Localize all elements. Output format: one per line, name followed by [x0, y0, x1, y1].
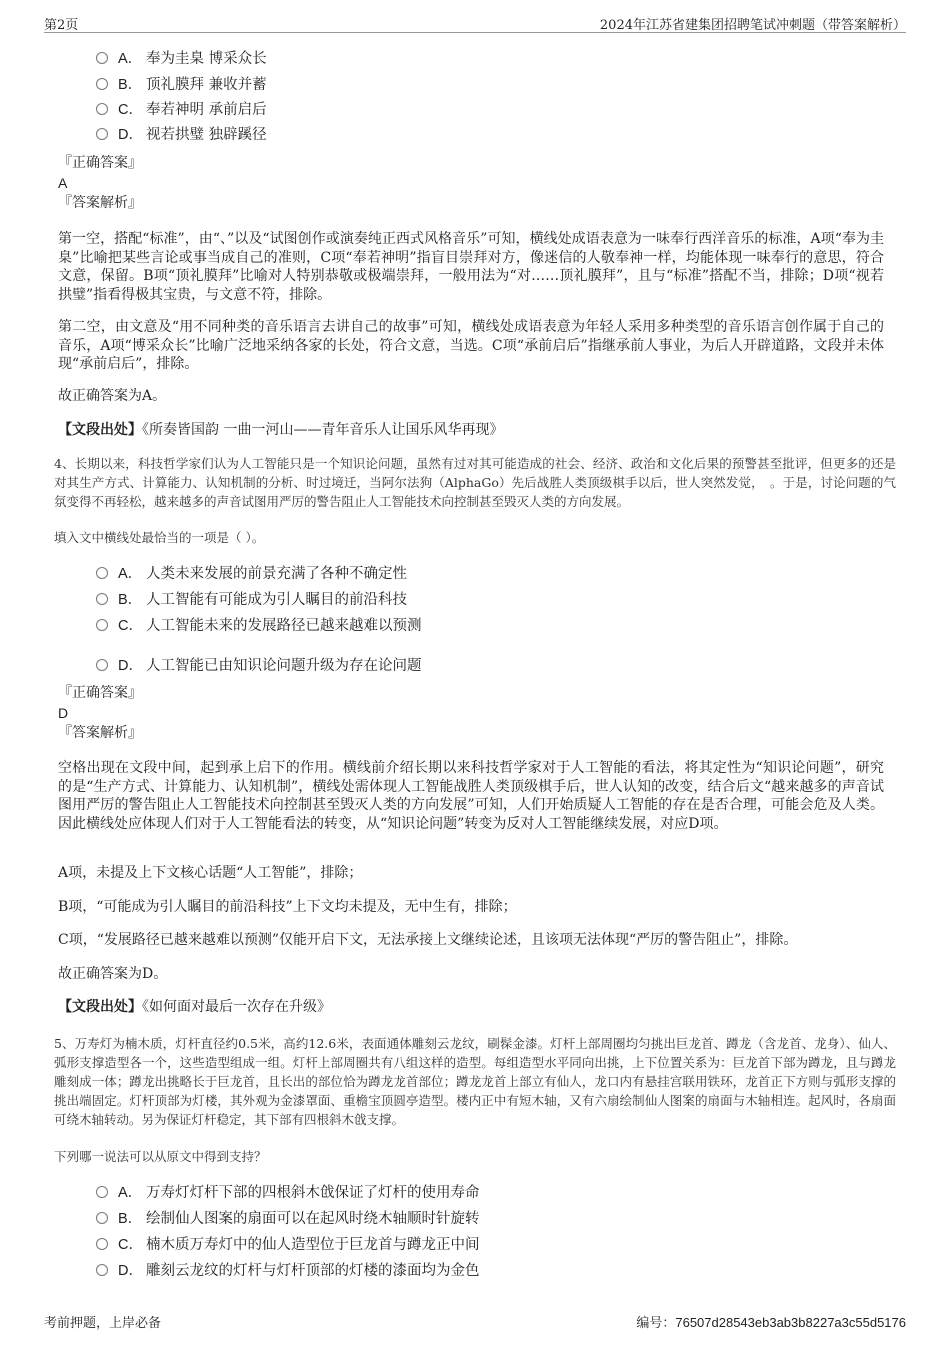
q3-option-c[interactable]: C． 奉若神明 承前启后 [96, 99, 267, 121]
radio-icon[interactable] [96, 52, 108, 64]
q4-prompt: 填入文中横线处最恰当的一项是（ ）。 [54, 530, 265, 545]
q4-correct-value: D [58, 705, 69, 721]
q3-correct-value: A [58, 175, 68, 191]
radio-icon[interactable] [96, 619, 108, 631]
q5-option-a[interactable]: A． 万寿灯灯杆下部的四根斜木戗保证了灯杆的使用寿命 [96, 1182, 480, 1204]
q3-analysis-paragraph-2: 第二空，由文意及“用不同种类的音乐语言去讲自己的故事”可知，横线处成语表意为年轻人采用多种类型的音乐语言创作属于自己的音乐，A项“博采众长”比喻广泛地采纳各家的长处，符合文意，当选。C项“承前启后”指继承前人事业，为后人开辟道路，文段并未体现“承前启后”，排除。 [58, 319, 884, 372]
q3-analysis-conclusion: 故正确答案为A。 [58, 388, 167, 404]
q4-source [58, 998, 331, 1017]
radio-icon[interactable] [96, 1264, 108, 1276]
page-header [44, 12, 906, 33]
footer-slogan: 考前押题，上岸必备 [44, 1316, 162, 1331]
q4-stem: 4、长期以来，科技哲学家们认为人工智能只是一个知识论问题，虽然有过对其可能造成的社会、经济、政治和文化后果的预警甚至批评，但更多的还是对其生产方式、计算能力、认知机制的分析、时过境迁，当阿尔法狗（AlphaGo）先后战胜人类顶级棋手以后，世人突然发觉， 。于是，讨论问题的气氛变得不再轻松，越来越多的声音试图用严厉的警告阻止人工智能技术向控制甚至毁灭人类的方向发展。 [54, 456, 896, 509]
q4-correct-label: 『正确答案』 [58, 685, 142, 701]
source-title: 《所奏皆国韵 一曲一河山——青年音乐人让国乐风华再现》 [142, 422, 504, 438]
q5-prompt: 下列哪一说法可以从原文中得到支持？ [54, 1149, 267, 1164]
radio-icon[interactable] [96, 103, 108, 115]
q5-stem: 5、万寿灯为楠木质，灯杆直径约0.5米，高约12.6米，表面通体雕刻云龙纹，刷髹金漆。灯杆上部周圈均匀挑出巨龙首、蹲龙（含龙首、龙身）、仙人、弧形支撑造型各一个，这些造型组成一组。灯杆上部周圈共有八组这样的造型。每组造型水平同向出挑，上下位置关系为：巨龙首下部为蹲龙，且与蹲龙雕刻成一体；蹲龙出挑略长于巨龙首，且长出的部位恰为蹲龙龙首部位；蹲龙龙首上部立有仙人，龙口内有悬挂宫联用铁环，龙首正下方则与弧形支撑的挑出端固定。灯杆顶部为灯楼，其外观为金漆罩面、重檐宝顶圆亭造型。楼内正中有短木轴，又有六扇绘制仙人图案的扇面与木轴相连。起风时，各扇面可绕木轴转动。另为保证灯杆稳定，其下部有四根斜木戗支撑。 [54, 1036, 896, 1127]
q3-correct-label: 『正确答案』 [58, 155, 142, 171]
q3-analysis-paragraph-1: 第一空，搭配“标准”，由“、”以及“试图创作或演奏纯正西式风格音乐”可知，横线处成语表意为一味奉行西洋音乐的标准，A项“奉为圭臬”比喻把某些言论或事当成自己的准则，C项“奉若神明”指盲目崇拜对方，像迷信的人敬奉神一样，均能体现一味奉行的意思，符合文意，保留。B项“顶礼膜拜”比喻对人特别恭敬或极端崇拜，一般用法为“对……顶礼膜拜”，且与“标准”搭配不当，排除；D项“视若拱璧”指看得极其宝贵，与文意不符，排除。 [58, 231, 884, 303]
q4-analysis-label: 『答案解析』 [58, 725, 142, 741]
q4-option-c[interactable]: C． 人工智能未来的发展路径已越来越难以预测 [96, 615, 422, 637]
q3-option-b[interactable]: B． 顶礼膜拜 兼收并蓄 [96, 74, 267, 96]
radio-icon[interactable] [96, 128, 108, 140]
radio-icon[interactable] [96, 1238, 108, 1250]
document-title: 2024年江苏省建集团招聘笔试冲刺题（带答案解析） [599, 18, 906, 33]
q4-analysis-paragraph-1: 空格出现在文段中间，起到承上启下的作用。横线前介绍长期以来科技哲学家对于人工智能的看法，将其定性为“知识论问题”，研究的是“生产方式、计算能力、认知机制”，横线处需体现人工智能战胜人类顶级棋手后，世人认知的改变，结合后文“越来越多的声音试图用严厉的警告阻止人工智能技术向控制甚至毁灭人类的方向发展”可知，人们开始质疑人工智能的存在是否合理，可能会危及人类。因此横线处应体现人们对于人工智能看法的转变，从“知识论问题”转变为反对人工智能继续发展，对应D项。 [58, 760, 884, 832]
q3-option-d[interactable]: D． 视若拱璧 独辟蹊径 [96, 124, 267, 146]
radio-icon[interactable] [96, 1212, 108, 1224]
radio-icon[interactable] [96, 567, 108, 579]
q4-option-d[interactable]: D． 人工智能已由知识论问题升级为存在论问题 [96, 655, 422, 677]
page-number: 第2页 [44, 18, 79, 33]
radio-icon[interactable] [96, 593, 108, 605]
q5-option-d[interactable]: D． 雕刻云龙纹的灯杆与灯杆顶部的灯楼的漆面均为金色 [96, 1260, 480, 1282]
q5-option-b[interactable]: B． 绘制仙人图案的扇面可以在起风时绕木轴顺时针旋转 [96, 1208, 480, 1230]
q3-source [58, 421, 503, 440]
source-label: 【文段出处】 [58, 422, 142, 438]
q4-analysis-conclusion: 故正确答案为D。 [58, 966, 168, 982]
source-label: 【文段出处】 [58, 999, 142, 1015]
q4-analysis-option-a: A项，未提及上下文核心话题“人工智能”，排除； [58, 865, 363, 881]
document-serial: 编号：76507d28543eb3ab3b8227a3c55d5176 [636, 1315, 906, 1330]
radio-icon[interactable] [96, 659, 108, 671]
radio-icon[interactable] [96, 78, 108, 90]
q3-option-a[interactable]: A． 奉为圭臬 博采众长 [96, 48, 267, 70]
radio-icon[interactable] [96, 1186, 108, 1198]
q4-analysis-option-c: C项，“发展路径已越来越难以预测”仅能开启下文，无法承接上文继续论述，且该项无法体现“严厉的警告阻止”，排除。 [58, 932, 798, 948]
q4-option-a[interactable]: A． 人类未来发展的前景充满了各种不确定性 [96, 563, 407, 585]
source-title: 《如何面对最后一次存在升级》 [142, 999, 331, 1015]
q4-analysis-option-b: B项，“可能成为引人瞩目的前沿科技”上下文均未提及，无中生有，排除； [58, 899, 517, 915]
q5-option-c[interactable]: C． 楠木质万寿灯中的仙人造型位于巨龙首与蹲龙正中间 [96, 1234, 480, 1256]
q3-analysis-label: 『答案解析』 [58, 195, 142, 211]
q4-option-b[interactable]: B． 人工智能有可能成为引人瞩目的前沿科技 [96, 589, 407, 611]
